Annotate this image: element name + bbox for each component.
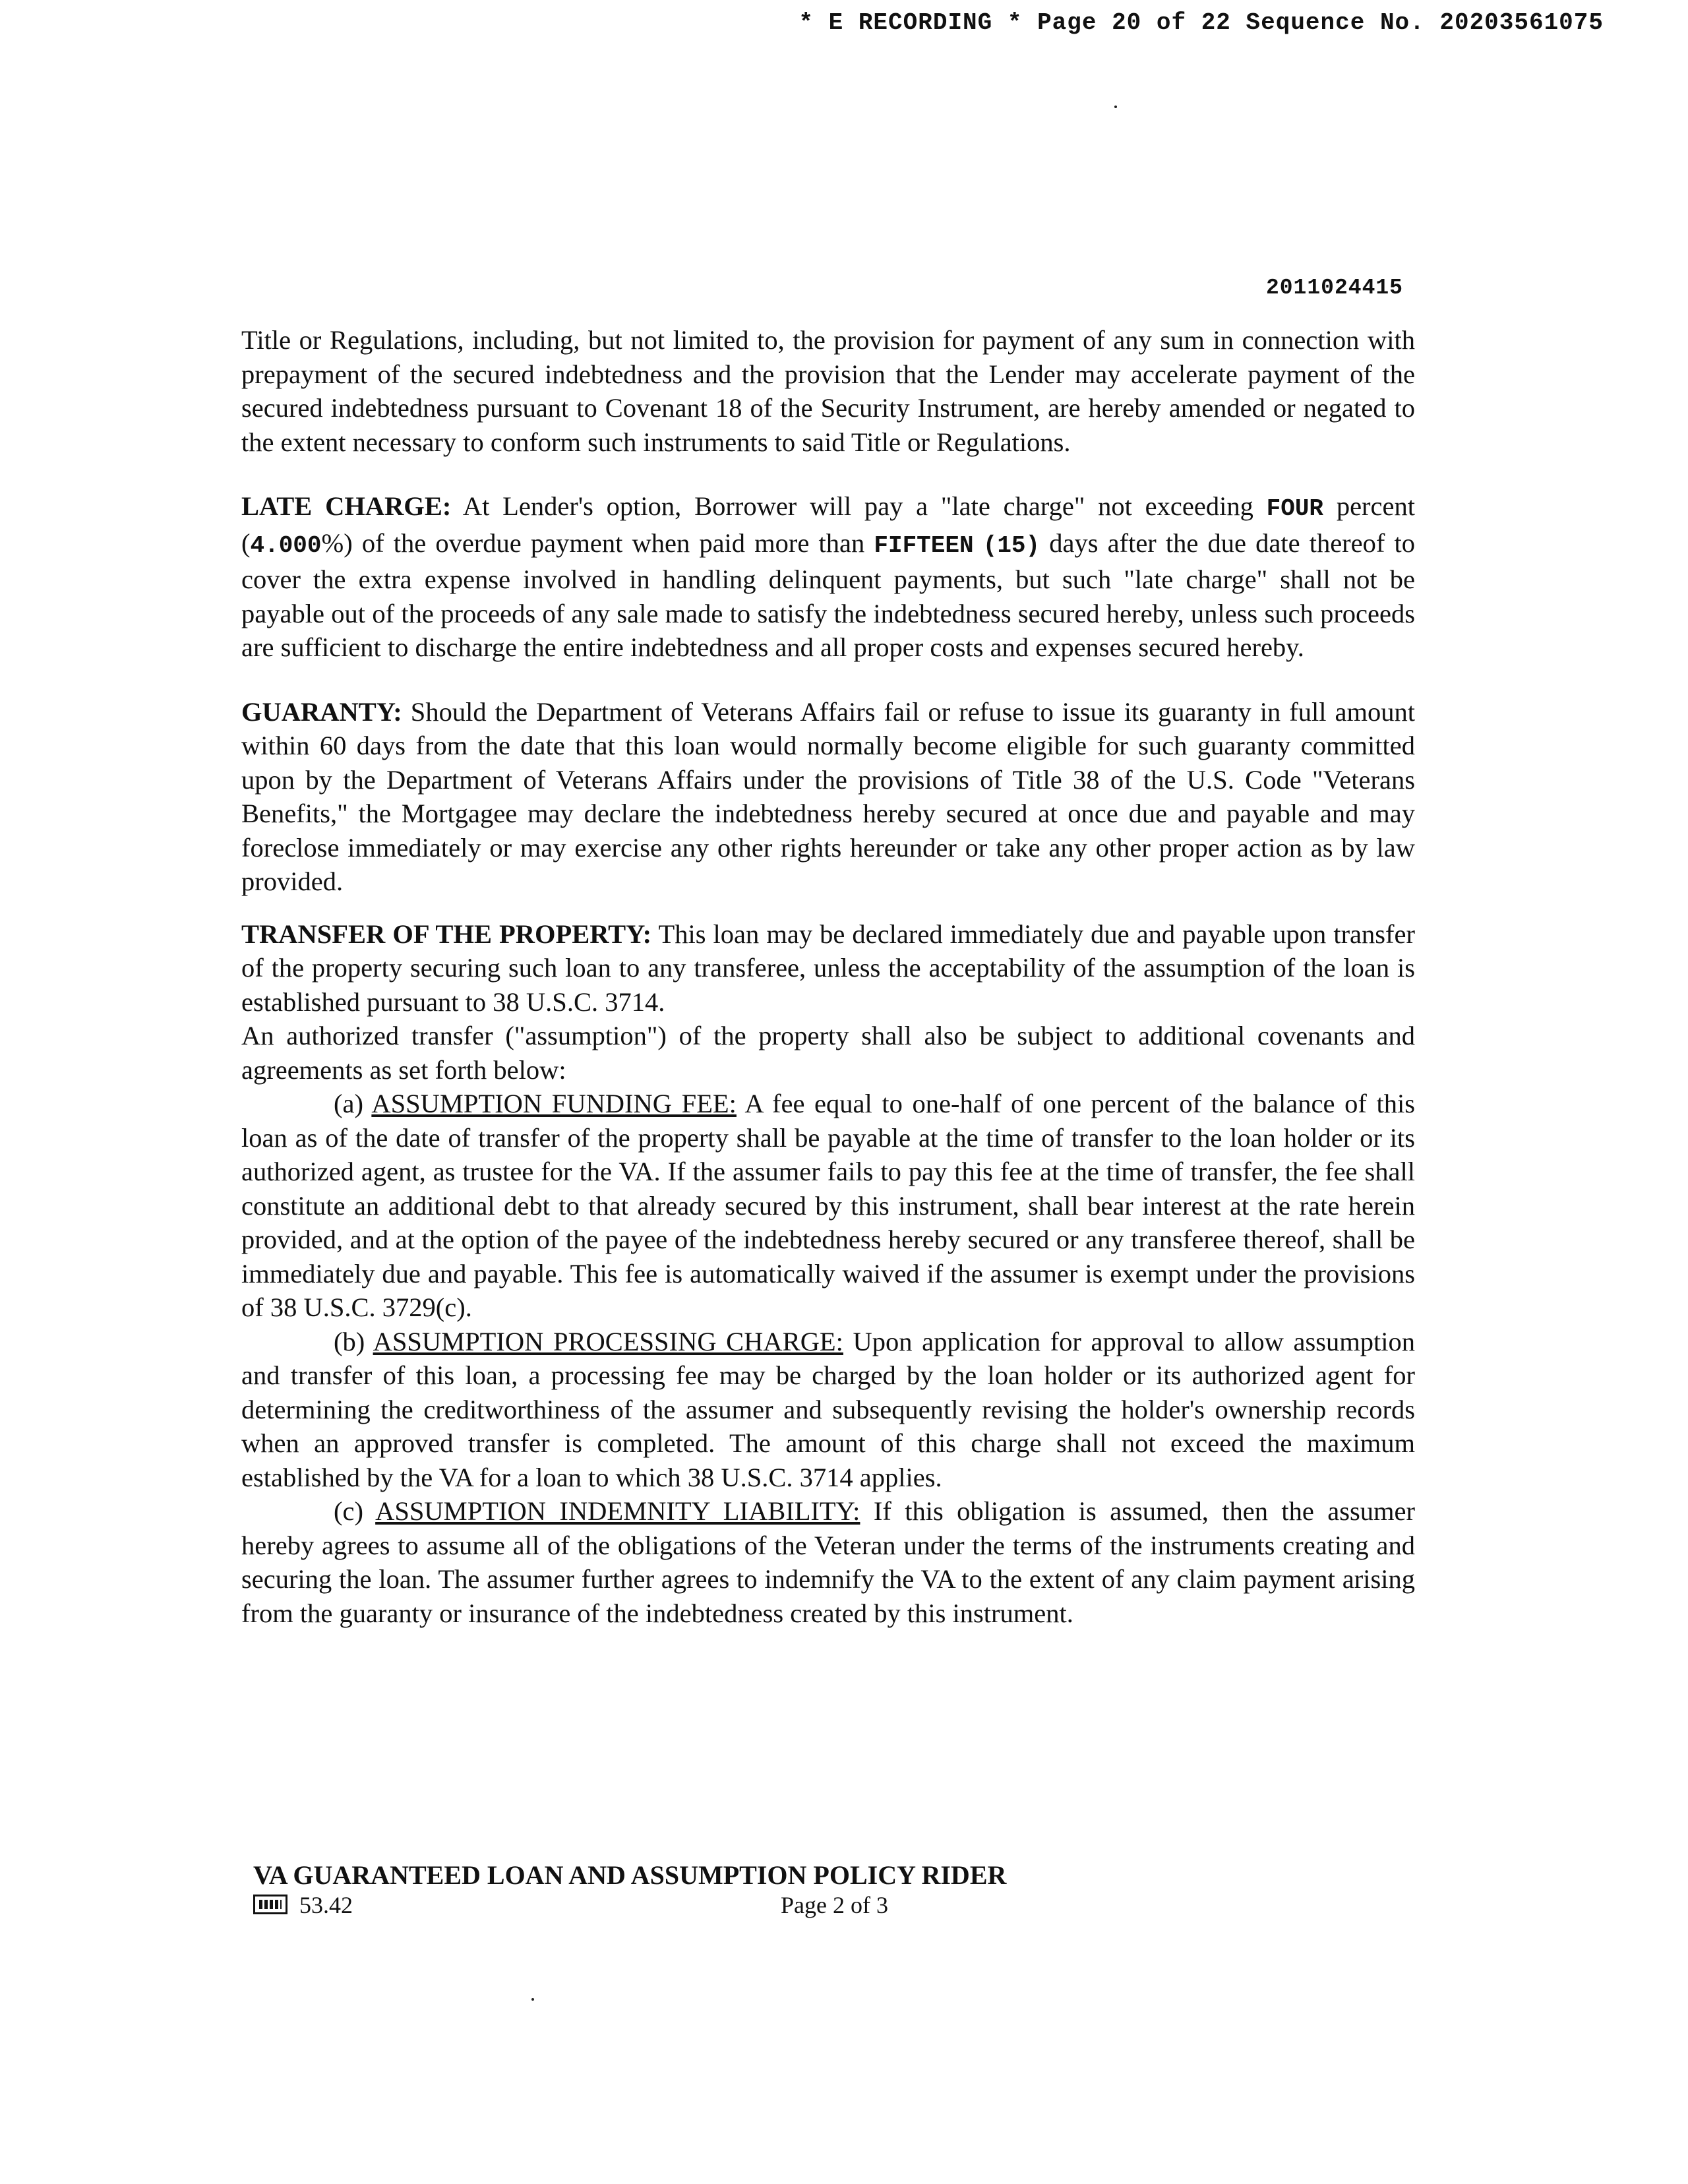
item-c-title: ASSUMPTION INDEMNITY LIABILITY: — [375, 1496, 860, 1526]
item-a-paragraph — [241, 1087, 1415, 1325]
form-logo-icon — [253, 1895, 287, 1914]
item-c-label: (c) — [334, 1496, 376, 1526]
late-charge-text-2: percent ( — [241, 491, 1415, 558]
recording-header: * E RECORDING * Page 20 of 22 Sequence No. 20203561075 — [799, 9, 1604, 36]
item-b-paragraph — [241, 1325, 1415, 1495]
guaranty-heading: GUARANTY: — [241, 696, 402, 727]
guaranty-paragraph — [241, 695, 1415, 899]
late-charge-text-3: %) of the overdue payment when paid more than — [321, 528, 874, 558]
late-charge-percent-value: 4.000 — [250, 531, 322, 559]
rider-title: VA GUARANTEED LOAN AND ASSUMPTION POLICY RIDER — [253, 1860, 1007, 1890]
item-b-title: ASSUMPTION PROCESSING CHARGE: — [373, 1326, 843, 1356]
item-b-label: (b) — [334, 1326, 373, 1356]
authorized-transfer-paragraph: An authorized transfer ("assumption") of the property shall also be subject to additional covenants and agreements as set forth below: — [241, 1021, 1415, 1085]
late-charge-paragraph — [241, 489, 1415, 665]
late-charge-heading: LATE CHARGE: — [241, 491, 452, 521]
form-number: 53.42 — [299, 1892, 353, 1918]
item-a-text: A fee equal to one-half of one percent of the balance of this loan as of the date of transfer of the property shall be payable at the time of transfer to the loan holder or its authorized agent, as trustee for the VA. If the assumer fails to pay this fee at the time of transfer, the fee shall constitute an additional debt to that already secured by this instrument, shall bear interest at the rate herein provided, and at the option of the payee of the indebtedness hereby secured or any transferee thereof, shall be immediately due and payable. This fee is automatically waived if the assumer is exempt under the provisions of 38 U.S.C. 3729(c). — [241, 1089, 1416, 1322]
item-a-title: ASSUMPTION FUNDING FEE: — [371, 1089, 737, 1118]
item-c-paragraph — [241, 1494, 1415, 1630]
guaranty-text: Should the Department of Veterans Affairs fail or refuse to issue its guaranty in full amount within 60 days from the date that this loan would normally become eligible for such guaranty committed upon by the Department of Veterans Affairs under the provisions of Title 38 of the U.S. Code "Veterans Benefits," the Mortgagee may declare the indebtedness hereby secured at once due and payable and may foreclose immediately or may exercise any other rights hereunder or take any other proper action as by law provided. — [241, 696, 1415, 896]
late-charge-percent-words: FOUR — [1266, 495, 1324, 522]
footer-row — [253, 1891, 1005, 1919]
document-body — [241, 323, 1415, 1630]
transfer-heading: TRANSFER OF THE PROPERTY: — [241, 919, 652, 949]
late-charge-days-words: FIFTEEN — [874, 531, 974, 559]
transfer-text: This loan may be declared immediately due and payable upon transfer of the property securing such loan to any transferee, unless the acceptability of the assumption of the loan is established pursuant to 38 U.S.C. 3714. — [241, 919, 1415, 1017]
late-charge-text-1: At Lender's option, Borrower will pay a "late charge" not exceeding — [451, 491, 1267, 521]
item-b-text: Upon application for approval to allow assumption and transfer of this loan, a processing fee may be charged by the loan holder or its authorized agent for determining the creditworthiness of the assumer and subsequently revising the holder's ownership records when an approved transfer is completed. The amount of this charge shall not exceed the maximum established by the VA for a loan to which 38 U.S.C. 3714 applies. — [241, 1326, 1415, 1492]
late-charge-text-4 — [974, 528, 983, 558]
scan-speck — [531, 1998, 534, 2001]
page-number: Page 2 of 3 — [781, 1892, 888, 1918]
late-charge-days-value: (15) — [982, 531, 1040, 559]
item-a-label: (a) — [334, 1089, 372, 1118]
transfer-paragraph — [241, 917, 1415, 1019]
scan-speck — [1114, 106, 1117, 108]
item-c-text: If this obligation is assumed, then the assumer hereby agrees to assume all of the obligations of the Veteran under the terms of the instruments creating and securing the loan. The assumer further agrees to indemnify the VA to the extent of any claim payment arising from the guaranty or insurance of the indebtedness created by this instrument. — [241, 1496, 1415, 1628]
opening-paragraph: Title or Regulations, including, but not limited to, the provision for payment of any sum in connection with prepayment of the secured indebtedness and the provision that the Lender may accelerate payment of the secured indebtedness pursuant to Covenant 18 of the Security Instrument, are hereby amended or negated to the extent necessary to conform such instruments to said Title or Regulations. — [241, 325, 1415, 457]
document-number: 2011024415 — [1265, 276, 1403, 300]
late-charge-text-5: days after the due date thereof to cover the extra expense involved in handling delinquent payments, but such "late charge" shall not be payable out of the proceeds of any sale made to satisfy the indebtedness secured hereby, unless such proceeds are sufficient to discharge the entire indebtedness and all proper costs and expenses secured hereby. — [241, 528, 1415, 662]
